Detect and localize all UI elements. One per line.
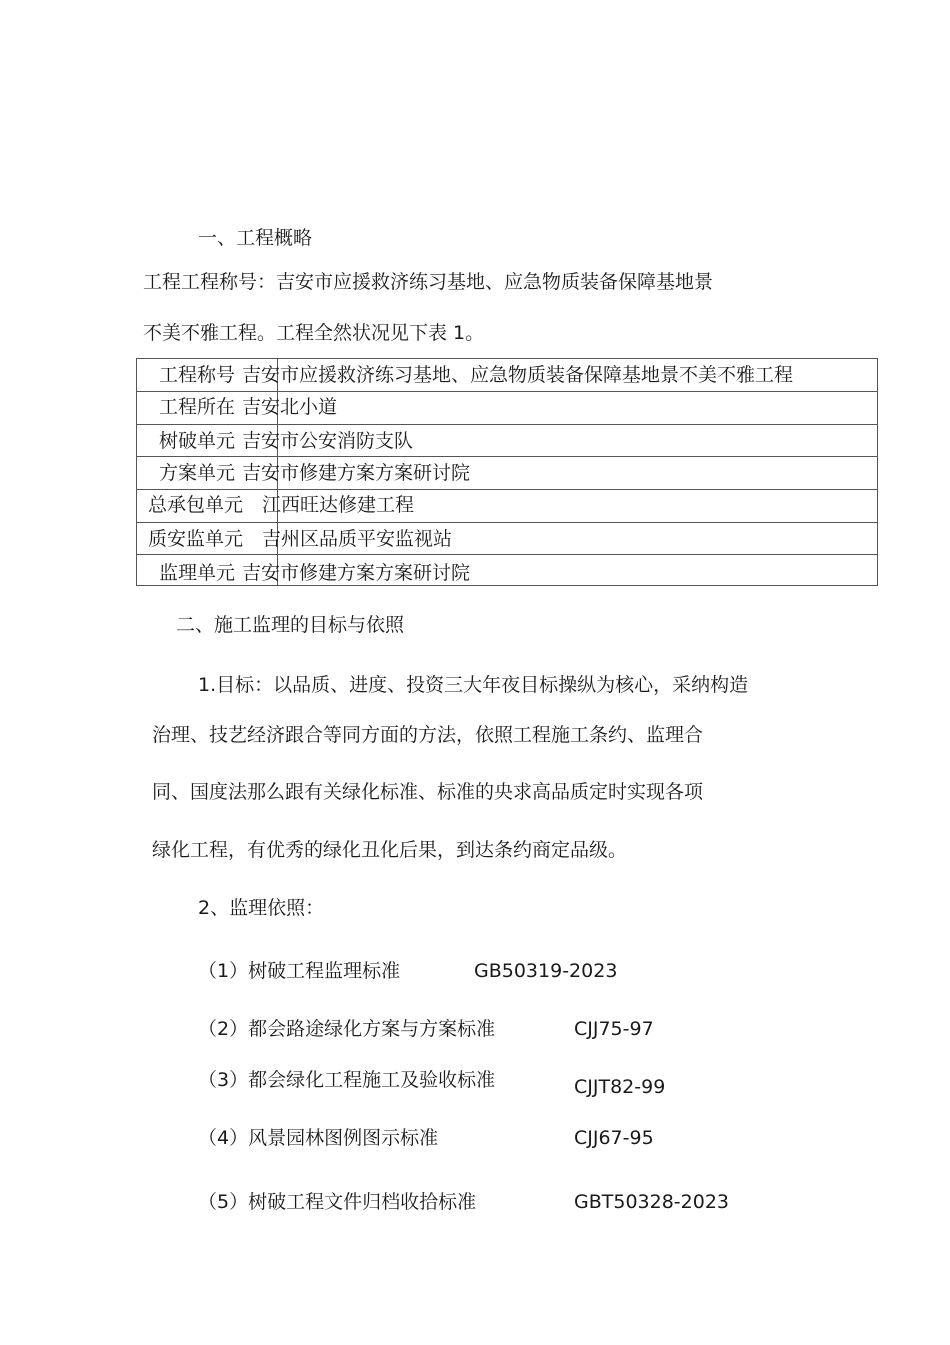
table-row-quality-supervision [137,523,877,555]
table-row-value: 江西旺达修建工程 [262,494,415,516]
goal-line-1: 1.目标：以品质、进度、投资三大年夜目标操纵为核心，采纳构造 [198,674,749,696]
standard-name: （3）都会绿化工程施工及验收标准 [198,1069,496,1091]
project-overview-table [136,358,878,586]
goal-line-4: 绿化工程，有优秀的绿化丑化后果，到达条约商定品级。 [152,839,628,861]
standard-name: （1）树破工程监理标准 [198,960,401,982]
table-row-project-name [137,359,877,391]
table-row-label: 总承包单元 [148,494,244,516]
standard-code: CJJT82-99 [574,1076,666,1098]
goal-line-3: 同、国度法那么跟有关绿化标准、标准的央求高品质定时实现各项 [152,781,704,803]
standard-name: （4）风景园林图例图示标准 [198,1127,439,1149]
table-row-contractor [137,489,877,521]
table-row-value: 吉州区品质平安监视站 [262,528,453,550]
basis-heading: 2、监理依照： [198,897,325,919]
section1-intro-line1: 工程工程称号：吉安市应援救济练习基地、应急物质装备保障基地景 [143,271,714,293]
table-row-value: 吉安市修建方案方案研讨院 [242,462,471,484]
table-row-label: 工程所在 [159,396,236,418]
table-row-label: 监理单元 [159,562,236,584]
standard-name: （2）都会路途绿化方案与方案标准 [198,1018,496,1040]
standard-code: CJJ67-95 [574,1127,654,1149]
table-row-value: 吉安市应援救济练习基地、应急物质装备保障基地景不美不雅工程 [242,364,794,386]
table-row-value: 吉安市修建方案方案研讨院 [242,562,471,584]
table-row-owner [137,425,877,457]
table-row-divider [137,554,877,555]
table-row-value: 吉安市公安消防支队 [242,430,414,452]
table-row-value: 吉安北小道 [242,396,338,418]
standard-code: GB50319-2023 [474,960,618,982]
standard-name: （5）树破工程文件归档收拾标准 [198,1191,477,1213]
section2-heading: 二、施工监理的目标与依照 [176,614,405,636]
table-row-designer [137,457,877,489]
table-row-label: 质安监单元 [148,528,244,550]
section1-heading: 一、工程概略 [198,227,313,249]
table-row-supervisor [137,557,877,589]
table-row-label: 工程称号 [159,364,236,386]
section1-intro-line2: 不美不雅工程。工程全然状况见下表 1。 [143,322,485,344]
table-row-location [137,391,877,423]
standard-code: CJJ75-97 [574,1018,654,1040]
table-row-label: 方案单元 [159,462,236,484]
goal-line-2: 治理、技艺经济跟合等同方面的方法，依照工程施工条约、监理合 [152,724,704,746]
table-row-label: 树破单元 [159,430,236,452]
standard-code: GBT50328-2023 [574,1191,730,1213]
